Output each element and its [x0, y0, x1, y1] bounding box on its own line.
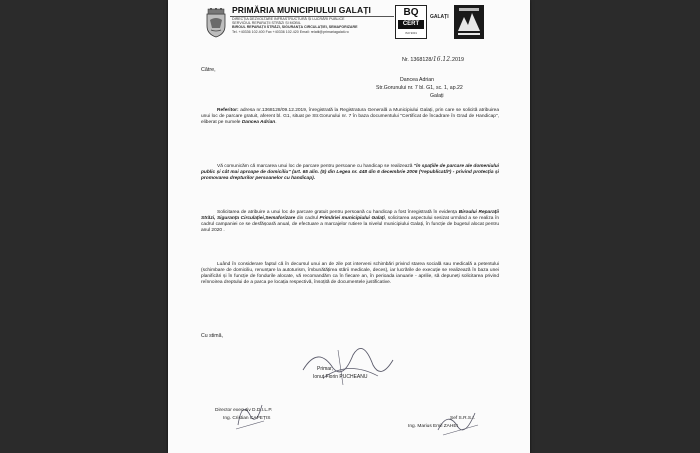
cert-label: CERT	[398, 20, 424, 29]
letter-date-handwritten: 16.12.	[432, 56, 452, 63]
chief-title: Șef S.R.S.I.	[450, 416, 476, 421]
registration-text-2: din cadrul	[295, 216, 320, 222]
registration-text-3: , solicitarea aspectului sesizat urmând a se realiza în cadrul campaniei ce se desfășoară anual, de efectuare a marcajelor rutiere la nivelul municipiului Galați, în funcție de bugetul alocat pentru anul 2020 .	[201, 216, 499, 234]
reference-label: Referitor:	[217, 108, 239, 113]
recipient-city: Galați	[430, 93, 444, 99]
city-crest-icon	[204, 8, 228, 38]
registration-city-hall: Primăriei municipiului Galați	[319, 216, 385, 222]
city-logo-icon	[454, 5, 484, 39]
reference-paragraph	[201, 108, 499, 126]
header-line-3: BIROUL REPARAȚII STRĂZI, SIGURANȚA CIRCULAȚIEI, SEMAFORIZARE	[232, 25, 358, 29]
mayor-signature-icon	[293, 340, 403, 390]
director-name: Ing. Cristian CAPEȚIS	[223, 416, 271, 421]
reference-text: adresa nr.1368128/09.12.2019, înregistrată la Registratura Generală a Municipiului Galați, prin care se solicită atribuirea unui loc de parcare gratuit, aferent bl. G1, situat pe Str.Gorunului nr. 7 în baza documentului "Certificat de încadrare în Grad de Handicap", eliberat pe numele	[201, 108, 499, 126]
director-title: Director executiv D.D.I.L.P.	[215, 408, 273, 413]
header-line-2: SERVICIUL REPARAȚII STRĂZI ȘI MOBIL	[232, 21, 301, 25]
letter-year: 2019	[451, 57, 464, 63]
header-line-1: DIRECȚIA DEZVOLTARE INFRASTRUCTURĂ ȘI LUCRĂRI PUBLICE	[232, 17, 345, 21]
paragraph-registration	[201, 210, 499, 234]
letter-number-label: Nr. 1368128/	[402, 57, 433, 63]
mayor-title: Primar,	[317, 366, 333, 372]
bq-cert-logo	[395, 5, 427, 39]
law-citation: "în spațiile de parcare ale domeniului public și cât mai aproape de domiciliu" (art. 65 alin. (5) din Legea nr. 448 din 6 decembrie 2006 (*republicată*) - privind protecția și promovarea drepturilor persoanelor cu handicap).	[201, 164, 499, 182]
mayor-name: Ionuț Florin PUCHEANU	[313, 374, 368, 380]
to-label: Către,	[201, 67, 216, 73]
recipient-address: Str.Gorunului nr. 7 bl. G1, sc. 1, ap.22	[376, 85, 463, 91]
cert-sub: ISO 9001	[405, 31, 417, 35]
registration-text-1: Solicitarea de atribuire a unui loc de parcare gratuit pentru persoană cu handicap a fost înregistrată în evidența	[217, 210, 459, 215]
reference-end: .	[275, 120, 277, 126]
letter-page	[168, 0, 530, 453]
closing: Cu stimă,	[201, 333, 223, 339]
institution-name: PRIMĂRIA MUNICIPIULUI GALAȚI	[232, 5, 371, 15]
bq-logo-text: BQ	[403, 7, 419, 18]
director-signature-icon	[230, 395, 270, 435]
chief-signature-icon	[433, 405, 483, 440]
letter-number	[402, 57, 464, 63]
city-label: GALAȚI	[430, 14, 449, 20]
header-line-4: Tel. +40336 102.400 Fax +40336 102.420 Email: relatii@primariagalati.ro	[232, 30, 349, 34]
chief-name: Ing. Marius Emil ZAHEI	[408, 424, 458, 429]
paragraph-renewal: Luând în considerare faptul că în decursul unui an de zile pot interveni schimbări privind starea socială sau medicală a petentului (schimbare de domiciliu, renunțare la autoturism, îmbunătățirea stării medicale, deces), iar lucrările de execuție se realizează în baza unei planificări și în funcție de fondurile alocate, vă recomandăm ca în fiecare an, în perioada ianuarie - aprilie, să depuneți solicitarea privind reînnoirea dreptului de a parca pe locația respectivă, însoțită de documentele justificative.	[201, 262, 499, 286]
registration-office: Biroului Reparații Străzi, Siguranța Circulației,Semaforizare	[201, 210, 500, 222]
reference-name: Dancea Adrian	[241, 120, 276, 126]
paragraph-law	[201, 164, 499, 182]
recipient-name: Dancea Adrian	[400, 77, 435, 83]
law-text: Vă comunicăm că marcarea unui loc de parcare pentru persoane cu handicap se realizează	[217, 164, 414, 169]
